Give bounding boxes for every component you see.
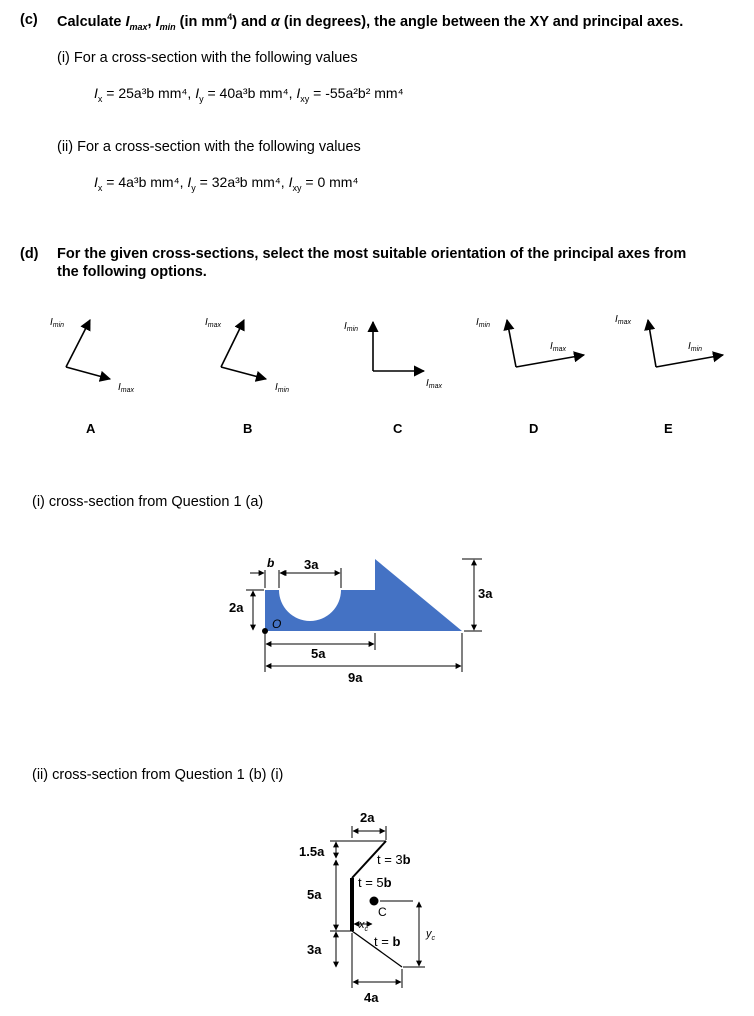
part-c-eq-ii: $I_x = 4a^3b$ mm⁴, $I_y = 32a^3b$ mm⁴, $I_{xy} = 0$ mm⁴ <box>94 174 359 193</box>
option-e-letter: E <box>664 421 673 436</box>
origin-label: O <box>272 617 282 631</box>
dim-3a-top: 3a <box>304 557 319 572</box>
imax-symbol: $I_{max}$ <box>125 13 148 32</box>
option-b-up-label: $I_{max}$ <box>205 317 222 329</box>
alpha-symbol: α <box>270 13 280 30</box>
t-3b: t = 3b <box>377 852 411 867</box>
part-c-question <box>57 12 683 32</box>
option-b-axes <box>205 317 289 436</box>
dim-4a: 4a <box>364 990 379 1005</box>
part-c-eq-i: $I_x = 25a^3b$ mm⁴, $I_y = 40a^3b$ mm⁴, $I_{xy} = -55a^2b^2$ mm⁴ <box>94 85 404 104</box>
option-c-axes <box>344 321 443 436</box>
dim-5a: 5a <box>307 887 322 902</box>
dim-2a: 2a <box>360 810 375 825</box>
centroid-label: C <box>378 905 387 919</box>
option-e-side-label: $I_{min}$ <box>688 341 703 353</box>
q-suffix: (in degrees), the angle between the XY and principal axes. <box>279 13 684 30</box>
cross-section-1-figure <box>220 540 520 690</box>
option-b-letter: B <box>243 421 253 436</box>
eq-ii-iy: 32a³b mm⁴ <box>211 174 281 190</box>
dim-3a: 3a <box>307 942 322 957</box>
dim-1-5a: 1.5a <box>299 844 325 859</box>
part-c-sub-i: (i) For a cross-section with the following values <box>57 50 358 66</box>
separator: , <box>147 13 156 30</box>
eq-ii-ixy: 0 mm⁴ <box>317 174 359 190</box>
option-e-axes <box>615 314 723 436</box>
part-d-question-line1: For the given cross-sections, select the most suitable orientation of the principal axes from <box>57 246 687 262</box>
option-d-axes <box>476 317 584 436</box>
q-mid2: ) and <box>232 13 271 30</box>
option-e-up-label: $I_{max}$ <box>615 314 632 326</box>
cross-section-2-figure <box>280 800 480 1015</box>
t-b: t = b <box>374 934 401 949</box>
eq-i-ixy: -55a²b² mm⁴ <box>325 85 404 101</box>
option-c-side-label: $I_{max}$ <box>426 378 443 390</box>
xc-label: $x_c$ <box>359 919 368 933</box>
q-mid: (in mm <box>175 13 228 30</box>
option-d-side-label: $I_{max}$ <box>550 341 567 353</box>
part-d-label: (d) <box>20 246 39 262</box>
part-d-sub-ii: (ii) cross-section from Question 1 (b) (i) <box>32 767 284 783</box>
dim-b: b <box>267 556 275 570</box>
option-a-letter: A <box>86 421 96 436</box>
option-d-up-label: $I_{min}$ <box>476 317 491 329</box>
dim-5a: 5a <box>311 646 326 661</box>
option-a-up-label: $I_{min}$ <box>50 317 65 329</box>
imin-symbol: $I_{min}$ <box>155 13 176 32</box>
eq-i-ix: 25a³b mm⁴ <box>118 85 188 101</box>
part-d-sub-i: (i) cross-section from Question 1 (a) <box>32 494 264 510</box>
eq-i-iy: 40a³b mm⁴ <box>219 85 289 101</box>
option-b-side-label: $I_{min}$ <box>275 382 290 394</box>
section-shape <box>265 559 462 631</box>
option-a-axes <box>50 317 135 436</box>
part-c-sub-ii: (ii) For a cross-section with the following values <box>57 139 361 155</box>
option-c-letter: C <box>393 421 403 436</box>
part-c-label: (c) <box>20 12 38 28</box>
t-5b: t = 5b <box>358 875 392 890</box>
q-prefix: Calculate <box>57 13 126 30</box>
dim-3a-right: 3a <box>478 586 493 601</box>
dim-9a: 9a <box>348 670 363 685</box>
option-c-up-label: $I_{min}$ <box>344 321 359 333</box>
eq-ii-ix: 4a³b mm⁴ <box>118 174 180 190</box>
axes-options-figure <box>0 300 754 445</box>
option-d-letter: D <box>529 421 539 436</box>
q-sup: 4 <box>227 12 233 22</box>
part-d-question-line2: the following options. <box>57 264 207 280</box>
yc-label: $y_c$ <box>426 928 435 942</box>
option-a-side-label: $I_{max}$ <box>118 382 135 394</box>
dim-2a: 2a <box>229 600 244 615</box>
